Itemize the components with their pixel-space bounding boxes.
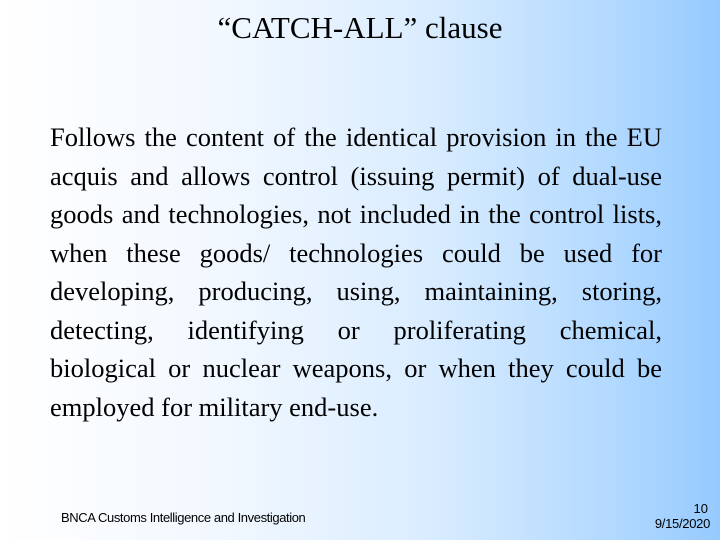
slide-body-text: Follows the content of the identical provision in the EU acquis and allows control (issuing permit) of dual-use goods and technologies, not included in the control lists, when these goods/ technologies could be used for developing, producing, using, maintaining, storing, detecting, identifying or proliferating chemical, biological or nuclear weapons, or when they could be employed for military end-use. <box>50 122 662 422</box>
slide-date: 9/15/2020 <box>654 516 710 531</box>
slide-title: “CATCH-ALL” clause <box>217 10 503 45</box>
slide-footer: BNCA Customs Intelligence and Investigation <box>61 510 306 525</box>
slide-number: 10 <box>693 501 708 516</box>
